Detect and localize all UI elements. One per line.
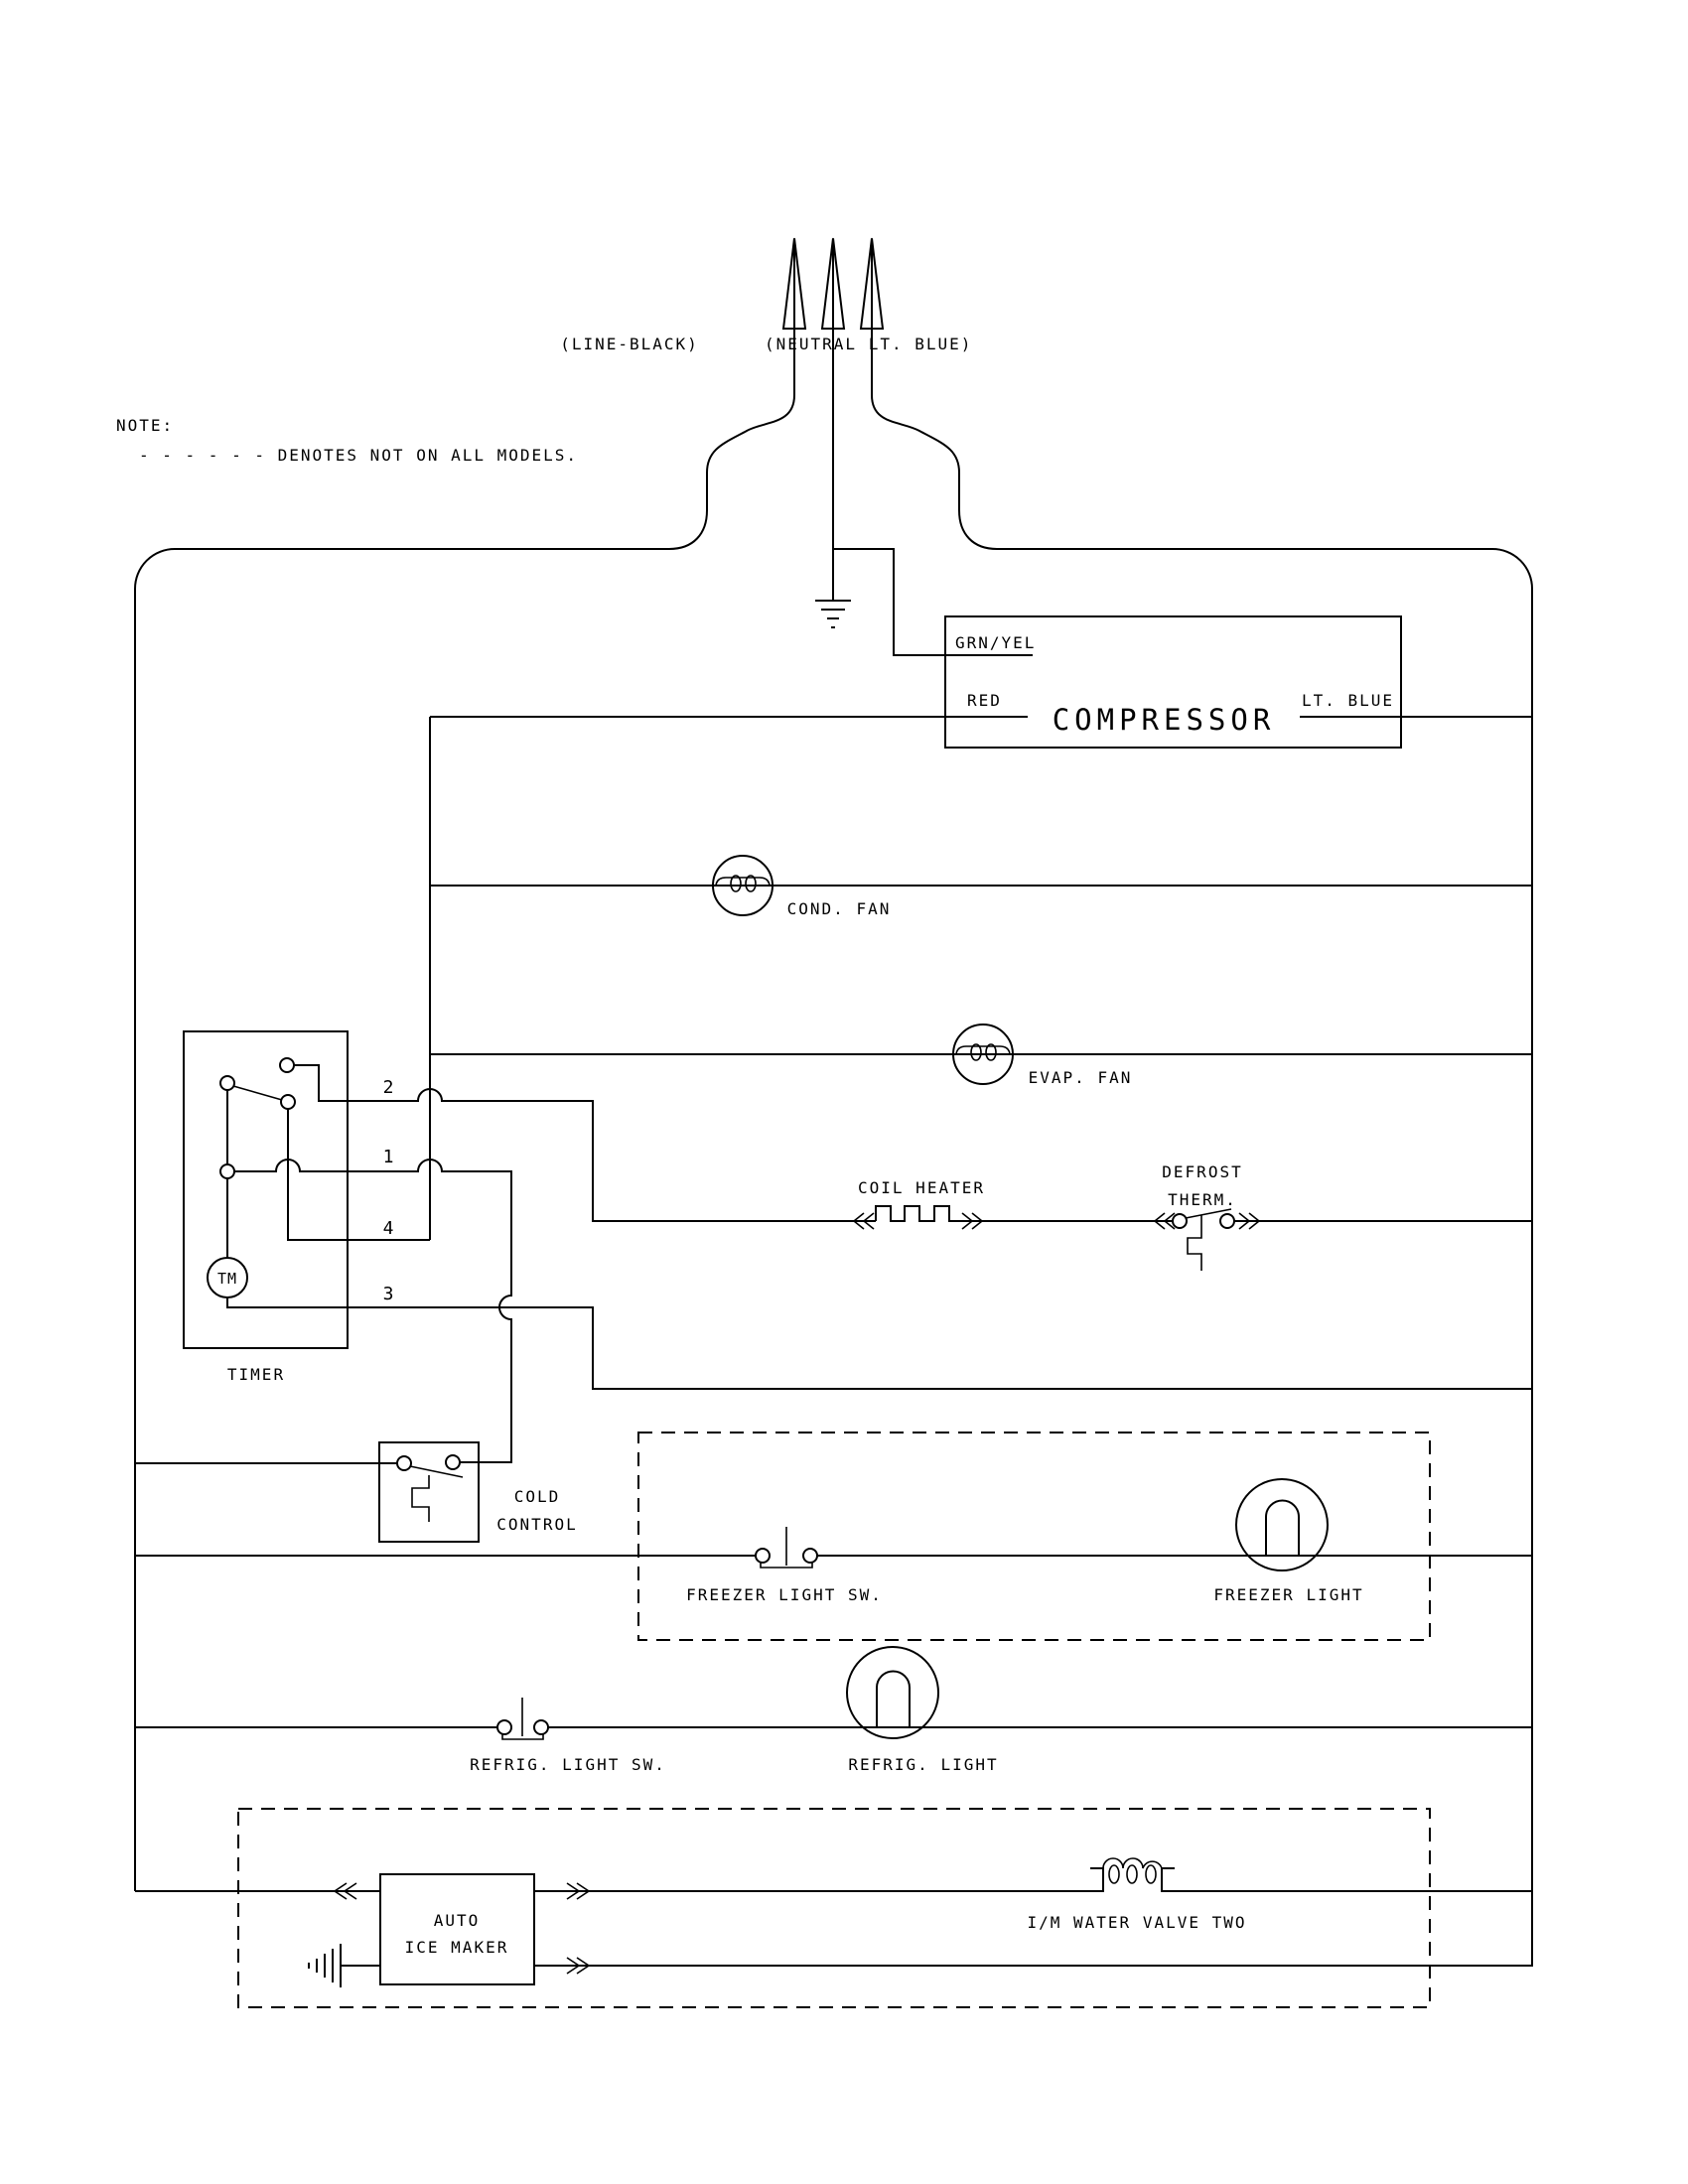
timer-terminal-2-wire [294, 1065, 876, 1221]
defrost-therm-contact [1173, 1214, 1187, 1228]
cond-fan-rung [430, 856, 1532, 918]
cold-control-contact [397, 1456, 411, 1470]
timer-contact-top [280, 1058, 294, 1072]
freezer-light-bulb-icon [1236, 1479, 1328, 1570]
evap-fan-label: EVAP. FAN [1028, 1068, 1133, 1087]
ice-maker-label-1: AUTO [433, 1911, 481, 1930]
coil-heater-element-icon [876, 1206, 1173, 1221]
compressor-grn-yel-label: GRN/YEL [955, 633, 1037, 652]
cond-fan-coil-icon [716, 878, 770, 886]
ice-maker-label-2: ICE MAKER [404, 1938, 509, 1957]
cold-control-label-2: CONTROL [496, 1515, 578, 1534]
timer-terminal-1-wire [234, 1160, 511, 1462]
defrost-therm-contact [1220, 1214, 1234, 1228]
freezer-light-dashed-box [638, 1433, 1430, 1640]
note-block [116, 416, 578, 465]
timer-switch-arm [233, 1086, 282, 1100]
water-valve-wire [534, 1868, 1532, 1891]
defrost-rung [854, 1162, 1532, 1271]
note-title: NOTE: [116, 416, 175, 435]
timer-contact-4 [281, 1095, 295, 1109]
freezer-light-switch-icon [761, 1527, 812, 1568]
water-valve-loop-icon [1127, 1865, 1137, 1883]
defrost-therm-sensor-icon [1188, 1215, 1201, 1271]
evap-fan-rung [430, 1024, 1532, 1087]
refrig-light-filament-icon [877, 1672, 910, 1728]
refrig-switch-contact [534, 1720, 548, 1734]
compressor-lt-blue-label: LT. BLUE [1302, 691, 1395, 710]
timer-terminal-4-label: 4 [382, 1218, 394, 1239]
water-valve-label: I/M WATER VALVE TWO [1027, 1913, 1247, 1932]
evap-fan-coil-icon [956, 1046, 1010, 1054]
power-entry [135, 238, 1532, 1967]
timer-terminal-4-wire [288, 1109, 430, 1240]
cold-control-sensor-icon [412, 1475, 429, 1522]
timer-label: TIMER [226, 1365, 286, 1384]
neutral-lt-blue-wire [872, 243, 1532, 1967]
freezer-light-filament-icon [1266, 1501, 1299, 1557]
timer-terminal-2-label: 2 [382, 1077, 394, 1098]
freezer-light-sw-label: FREEZER LIGHT SW. [686, 1585, 883, 1604]
neutral-lt-blue-label: (NEUTRAL LT. BLUE) [765, 335, 973, 353]
refrig-light-sw-label: REFRIG. LIGHT SW. [470, 1755, 666, 1774]
ice-maker-ground-icon [309, 1944, 380, 1987]
timer [184, 1031, 1532, 1462]
note-text: - - - - - - DENOTES NOT ON ALL MODELS. [139, 446, 579, 465]
freezer-switch-contact [803, 1549, 817, 1563]
coil-heater-label: COIL HEATER [858, 1178, 985, 1197]
timer-box [184, 1031, 348, 1348]
ice-maker-section [135, 1809, 1532, 2007]
refrig-light-rung [135, 1647, 1532, 1774]
line-black-wire [135, 243, 794, 1891]
timer-motor-label: TM [216, 1270, 238, 1288]
ground-symbol-icon [815, 601, 851, 627]
refrig-switch-contact [497, 1720, 511, 1734]
defrost-therm-label-2: THERM. [1168, 1190, 1237, 1209]
cold-control-label-1: COLD [513, 1487, 561, 1506]
ice-maker-dashed-box [238, 1809, 1430, 2007]
line-black-label: (LINE-BLACK) [560, 335, 699, 353]
timer-terminal-3-label: 3 [382, 1284, 394, 1304]
compressor [430, 616, 1532, 748]
water-valve-loop-icon [1146, 1865, 1156, 1883]
freezer-switch-contact [756, 1549, 770, 1563]
cond-fan-label: COND. FAN [786, 899, 892, 918]
timer-contact-1 [220, 1164, 234, 1178]
defrost-therm-label-1: DEFROST [1162, 1162, 1243, 1181]
cold-control-box [379, 1442, 479, 1542]
timer-terminal-1-label: 1 [382, 1147, 394, 1167]
compressor-red-label: RED [967, 691, 1002, 710]
compressor-title: COMPRESSOR [1052, 703, 1276, 737]
water-valve-loop-icon [1109, 1865, 1119, 1883]
refrig-light-bulb-icon [847, 1647, 938, 1738]
timer-contact-pivot [220, 1076, 234, 1090]
freezer-light-label: FREEZER LIGHT [1213, 1585, 1364, 1604]
cold-control-contact [446, 1455, 460, 1469]
refrig-light-label: REFRIG. LIGHT [848, 1755, 999, 1774]
